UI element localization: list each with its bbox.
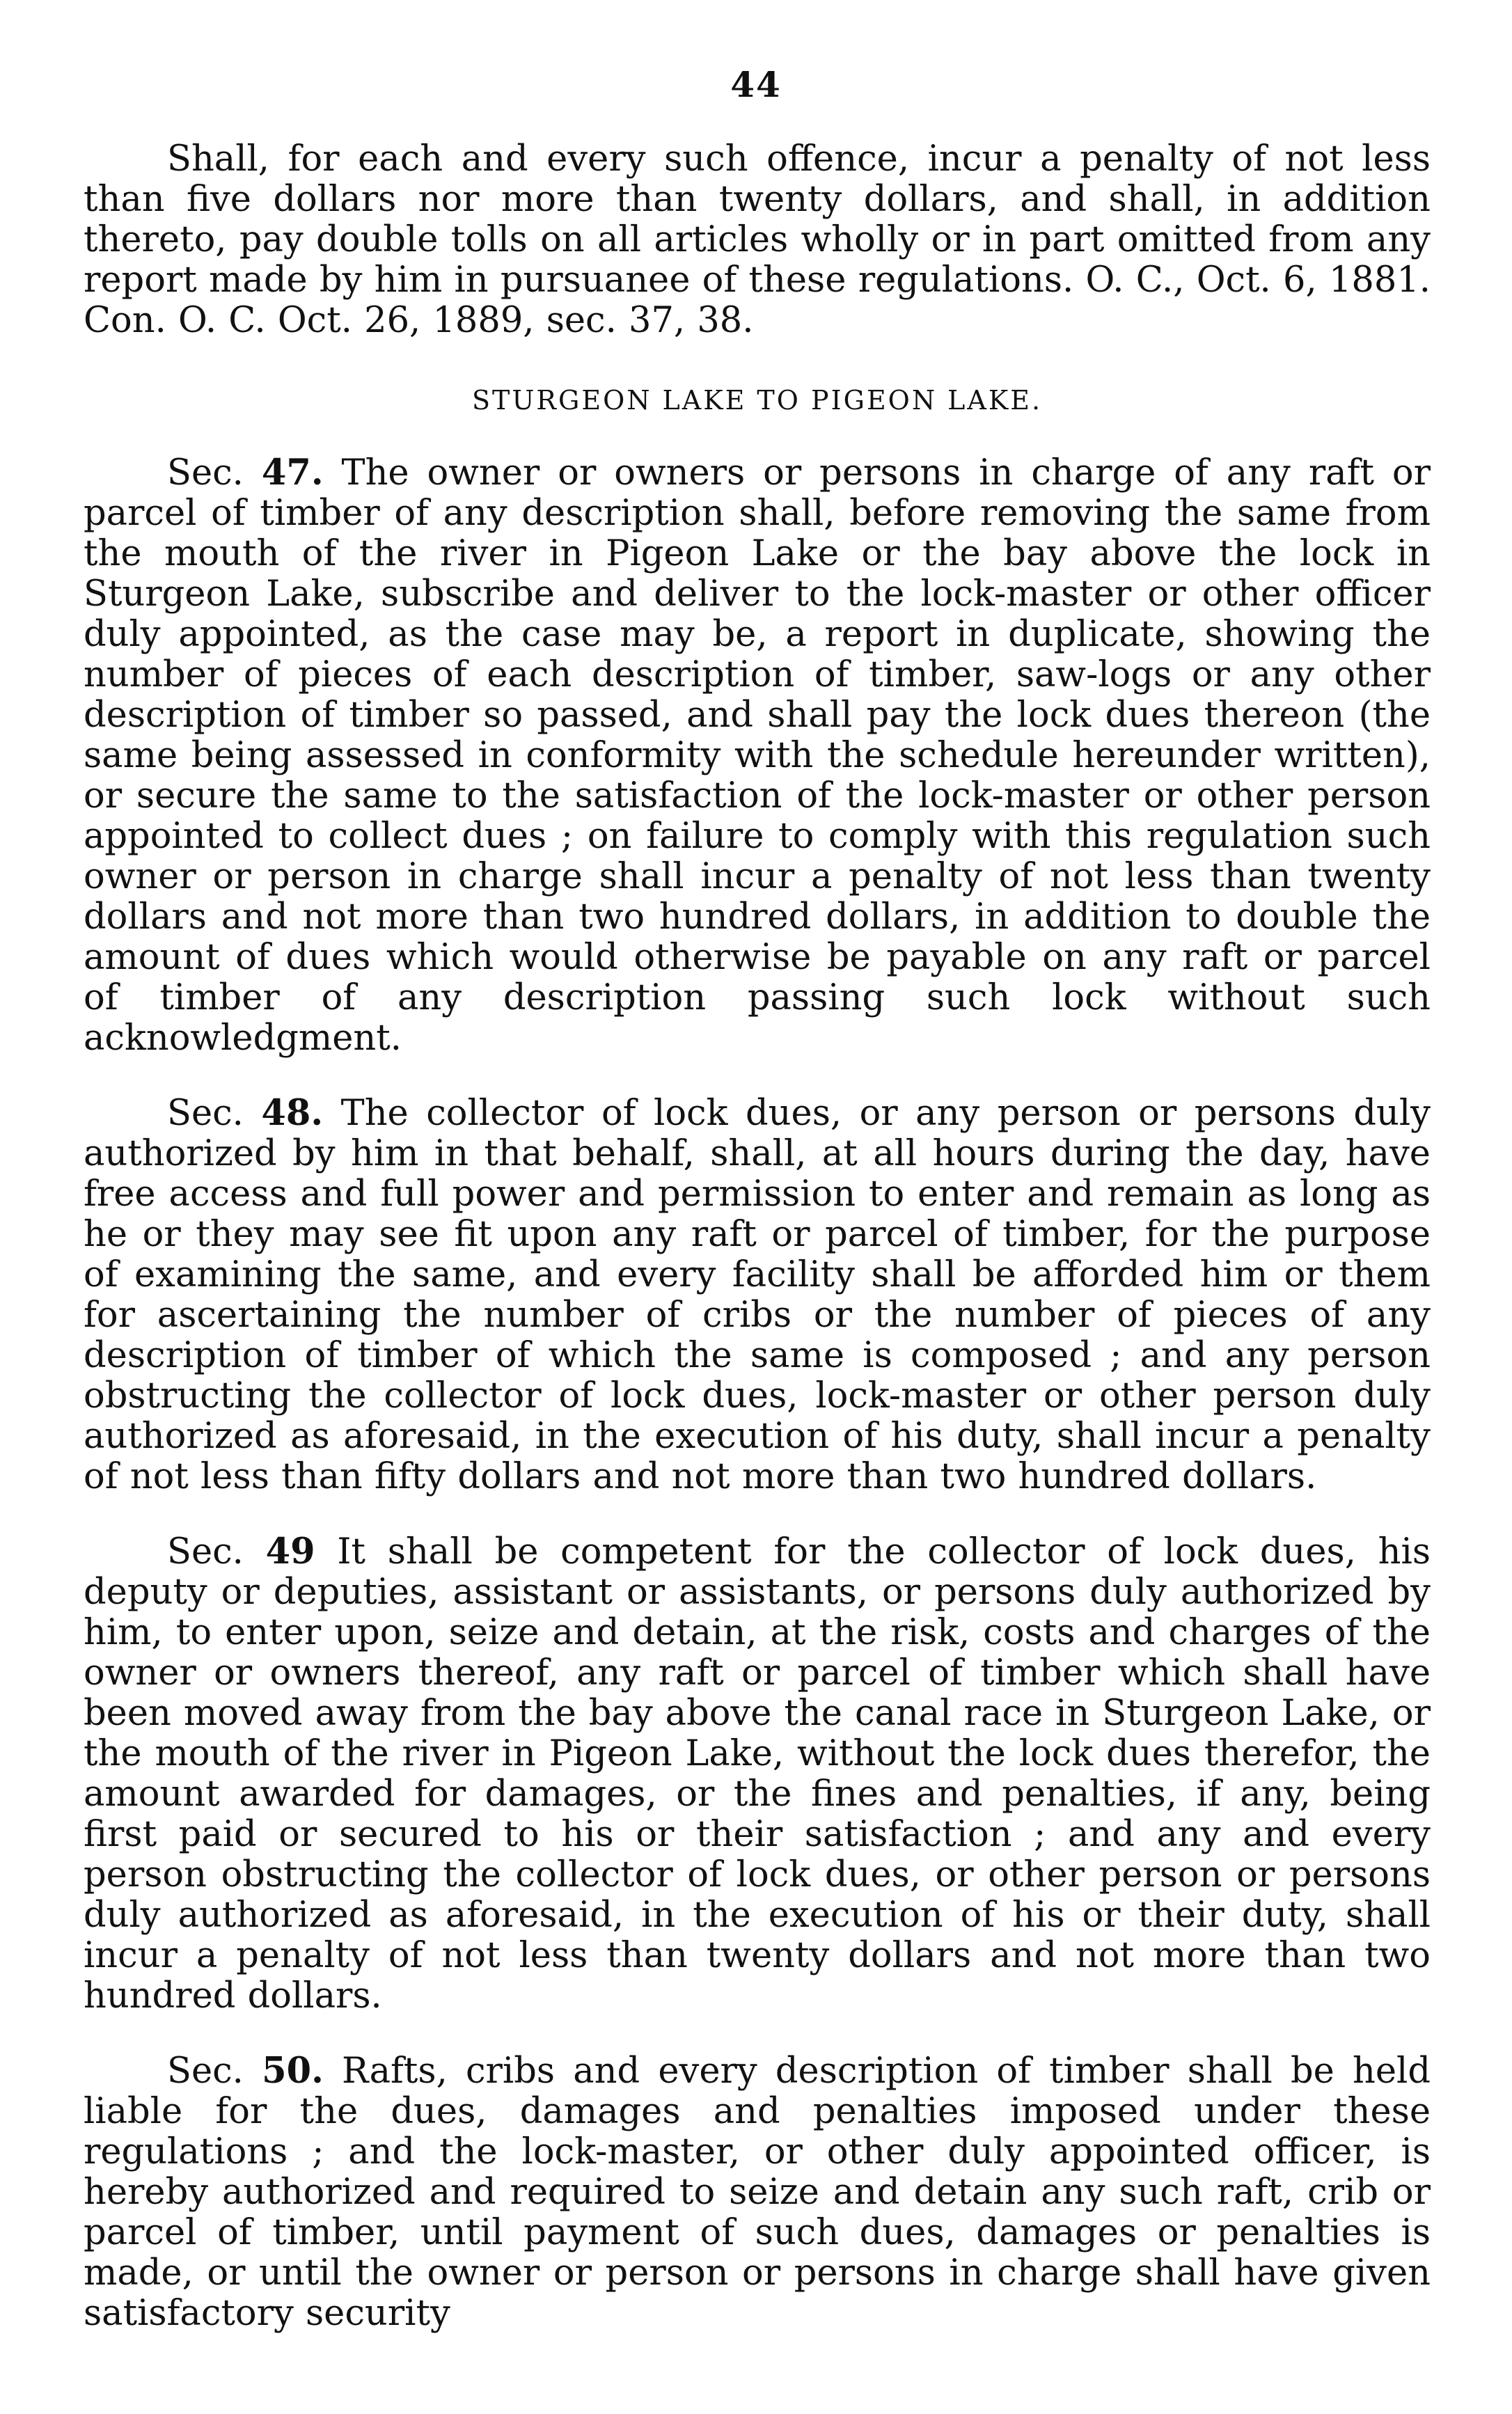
section-number: 47.: [261, 452, 324, 494]
section-text: Rafts, cribs and every description of timber shall be held liable for the dues, damages and penalties imposed under these regulations ; and the lock-master, or other duly appointed officer, is hereby authorized and required to seize and detain any such raft, crib or parcel of timber, until payment of such dues, damages or penalties is made, or until the owner or person or persons in charge shall have given satisfactory security: [84, 2051, 1431, 2334]
section-number: 49: [265, 1531, 315, 1572]
section-label: Sec.: [167, 2051, 244, 2092]
section-label: Sec.: [167, 1531, 244, 1572]
section-heading: STURGEON LAKE TO PIGEON LAKE.: [471, 385, 1043, 416]
section-50-paragraph: [84, 2051, 1431, 2334]
section-label: Sec.: [167, 452, 244, 494]
page-number: 44: [730, 64, 782, 105]
section-48-paragraph: [84, 1093, 1431, 1497]
section-label: Sec.: [167, 1093, 244, 1134]
section-text: It shall be competent for the collector of lock dues, his deputy or deputies, assistant or assistants, or persons duly authorized by him, to enter upon, seize and detain, at the risk, costs and charges of the owner or owners thereof, any raft or parcel of timber which shall have been moved away from the bay above the canal race in Sturgeon Lake, or the mouth of the river in Pigeon Lake, without the lock dues therefor, the amount awarded for damages, or the fines and penalties, if any, being first paid or secured to his or their satisfaction ; and any and every person obstructing the collector of lock dues, or other person or persons duly authorized as aforesaid, in the execution of his or their duty, shall incur a penalty of not less than twenty dollars and not more than two hundred dollars.: [84, 1531, 1431, 2017]
section-number: 48.: [261, 1092, 324, 1134]
section-number: 50.: [262, 2050, 324, 2092]
intro-paragraph: Shall, for each and every such offence, incur a penalty of not less than five dollars nor more than twenty dollars, and shall, in addition thereto, pay double tolls on all articles wholly or in part omitted from any report made by him in pursuanee of these regulations. O. C., Oct. 6, 1881. Con. O. C. Oct. 26, 1889, sec. 37, 38.: [84, 139, 1431, 341]
body-text: [84, 139, 1431, 2368]
section-49-paragraph: [84, 1531, 1431, 2017]
section-47-paragraph: [84, 452, 1431, 1059]
section-text: The collector of lock dues, or any person or persons duly authorized by him in that behalf, shall, at all hours during the day, have free access and full power and permission to enter and remain as long as he or they may see fit upon any raft or parcel of timber, for the purpose of examining the same, and every facility shall be afforded him or them for ascertaining the number of cribs or the number of pieces of any description of timber of which the same is composed ; and any person obstructing the collector of lock dues, lock-master or other person duly authorized as aforesaid, in the execution of his duty, shall incur a penalty of not less than fifty dollars and not more than two hundred dollars.: [84, 1093, 1431, 1497]
section-text: The owner or owners or persons in charge of any raft or parcel of timber of any description shall, before removing the same from the mouth of the river in Pigeon Lake or the bay above the lock in Sturgeon Lake, subscribe and deliver to the lock-master or other officer duly appointed, as the case may be, a report in duplicate, showing the number of pieces of each description of timber, saw-logs or any other description of timber so passed, and shall pay the lock dues thereon (the same being assessed in conformity with the schedule hereunder written), or secure the same to the satisfaction of the lock-master or other person appointed to collect dues ; on failure to comply with this regulation such owner or person in charge shall incur a penalty of not less than twenty dollars and not more than two hundred dollars, in addition to double the amount of dues which would otherwise be payable on any raft or parcel of timber of any description passing such lock without such acknowledgment.: [84, 452, 1431, 1059]
